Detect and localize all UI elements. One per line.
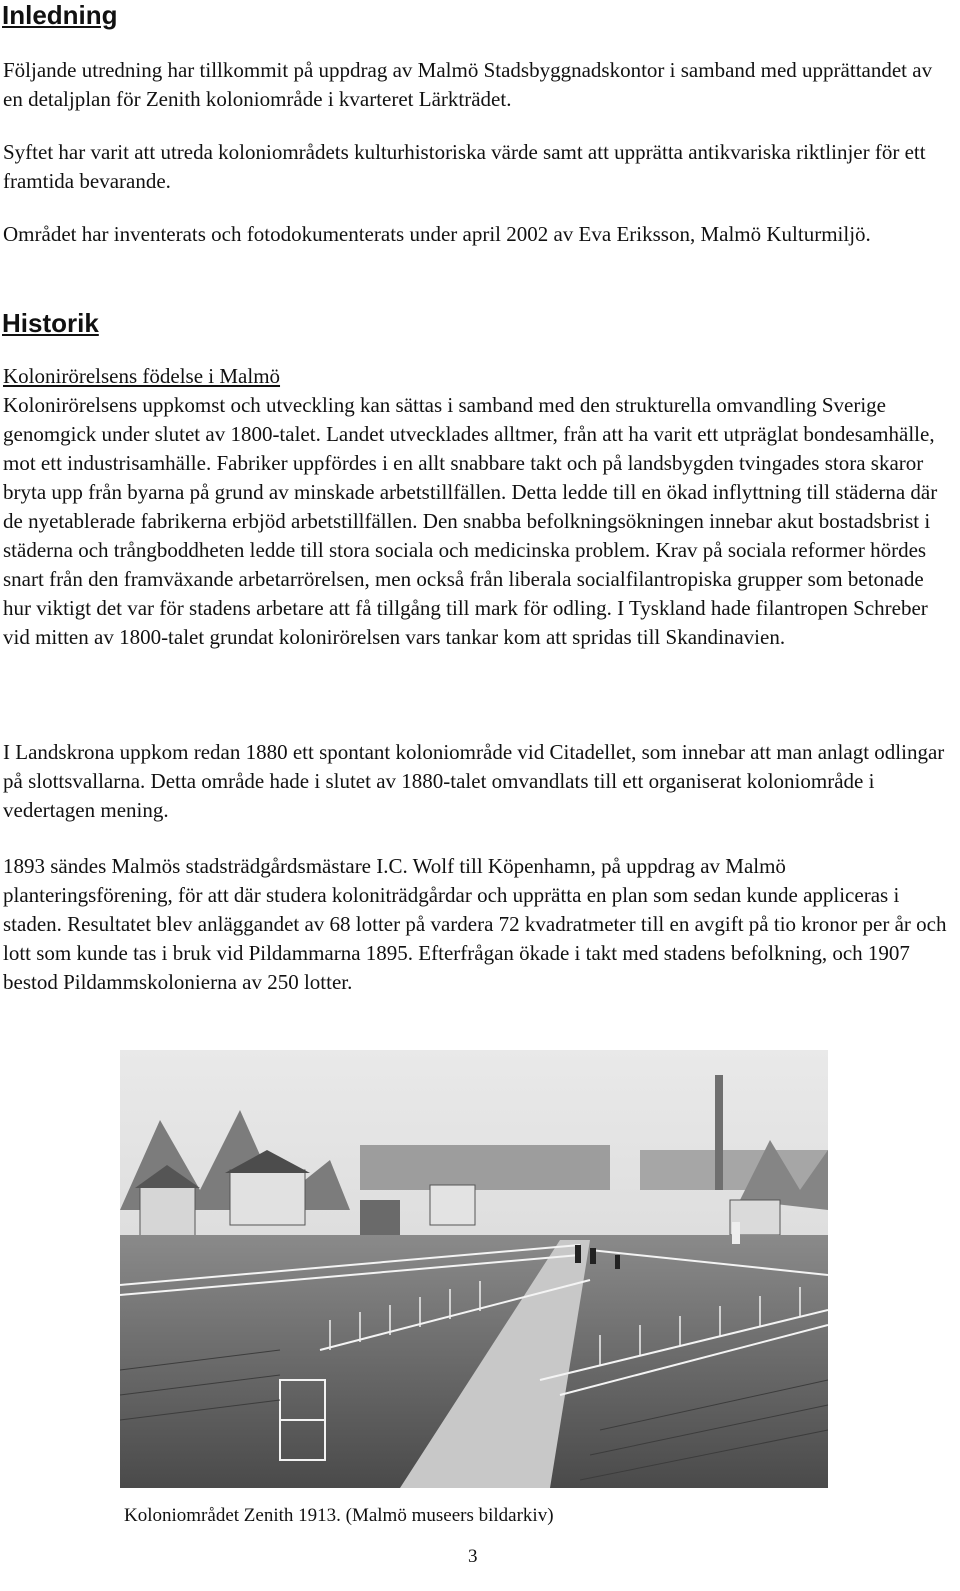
history-paragraph-1: Kolonirörelsens uppkomst och utveckling kan sättas i samband med den strukturella omvandling Sverige genomgick under slutet av 1800-talet. Landet utvecklades alltmer, från att ha varit ett utpräglat bondesamhälle, mot ett industrisamhälle. Fabriker uppfördes i en allt snabbare takt och på landsbygden tvingades stora skaror bryta upp från byarna på grund av minskade arbetstillfällen. Detta ledde till en ökad inflyttning till städerna där de nyetablerade fabrikerna erbjöd arbetstillfällen. Den snabba befolkningsökningen innebar akut bostadsbrist i städerna och trångboddheten ledde till stora sociala och medicinska problem. Krav på sociala reformer hördes snart från den framväxande arbetarrörelsen, men också från liberala socialfilantropiska grupper som betonade hur viktigt det var för stadens arbetare att få tillgång till mark för odling. I Tyskland hade filantropen Schreber vid mitten av 1800-talet grundat kolonirörelsen vars tankar kom att spridas till Skandinavien. (3, 393, 938, 649)
chimney-shape (715, 1075, 723, 1190)
history-heading: Historik (2, 308, 99, 338)
history-paragraph-2: I Landskrona uppkom redan 1880 ett spontant koloniområde vid Citadellet, som innebar att man anlagt odlingar på slottsvallarna. Detta område hade i slutet av 1880-talet omvandlats till ett organiserat koloniområde i vedertagen mening. (3, 740, 945, 822)
photo-illustration (120, 1050, 828, 1488)
history-paragraph-3: 1893 sändes Malmös stadsträdgårdsmästare I.C. Wolf till Köpenhamn, på uppdrag av Malmö planteringsförening, för att där studera koloniträdgårdar och upprätta en plan som sedan kunde appliceras i staden. Resultatet blev anläggandet av 68 lotter på vardera 72 kvadratmeter till en avgift på tio kronor per år och lott som kunde tas i bruk vid Pildammarna 1895. Efterfrågan ökade i takt med stadens befolkning, och 1907 bestod Pildammskolonierna av 250 lotter. (3, 854, 947, 994)
intro-heading: Inledning (2, 0, 118, 30)
photo-caption: Koloniområdet Zenith 1913. (Malmö museers bildarkiv) (124, 1505, 554, 1526)
historical-photo (120, 1050, 828, 1488)
page-number: 3 (468, 1546, 478, 1567)
intro-paragraph-3: Området har inventerats och fotodokumenterats under april 2002 av Eva Eriksson, Malmö Kulturmiljö. (3, 222, 871, 246)
history-subheading: Kolonirörelsens födelse i Malmö (3, 364, 281, 388)
intro-paragraph-2: Syftet har varit att utreda koloniområdets kulturhistoriska värde samt att upprätta antikvariska riktlinjer för ett framtida bevarande. (3, 140, 926, 193)
intro-paragraph-1: Följande utredning har tillkommit på uppdrag av Malmö Stadsbyggnadskontor i samband med upprättandet av en detaljplan för Zenith koloniområde i kvarteret Lärkträdet. (3, 58, 933, 111)
